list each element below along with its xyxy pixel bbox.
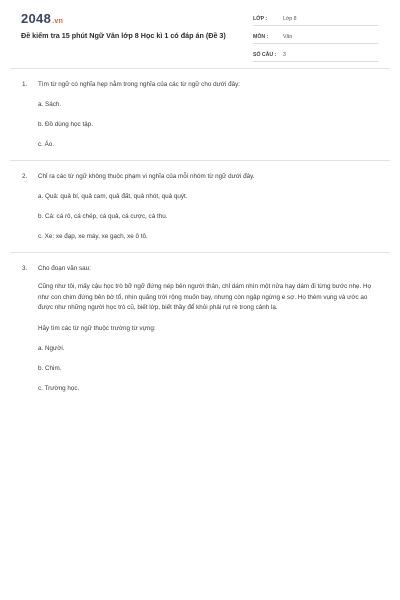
question-number: 2. (22, 173, 28, 180)
meta-value: Lớp 8 (283, 16, 297, 22)
logo-suffix: .vn (52, 18, 64, 25)
answer-option: b. Chim. (38, 364, 62, 372)
question-number: 3. (22, 265, 28, 272)
question-divider (10, 160, 390, 161)
question-subtext: Hãy tìm các từ ngữ thuộc trường từ vựng: (38, 324, 156, 332)
site-logo[interactable] (21, 11, 63, 26)
question-3 (22, 265, 380, 392)
question-2 (22, 173, 380, 240)
answer-option: b. Đồ dùng học tập. (38, 121, 93, 128)
meta-value: 3 (283, 52, 286, 58)
answer-option: a. Quả: quả bí, quả cam, quả đất, quả nhót, quả quýt. (38, 193, 188, 200)
question-header (22, 265, 380, 272)
meta-row-count (253, 49, 378, 62)
meta-row-subject (253, 31, 378, 44)
question-divider (10, 252, 390, 253)
header (0, 0, 400, 62)
logo-text: 2048 (21, 11, 52, 26)
meta-label: SỐ CÂU : (253, 52, 277, 58)
meta-info (253, 13, 378, 67)
answer-option: b. Cá: cá rô, cá chép, cá quả, cá cược, cá thu. (38, 213, 168, 220)
answer-option: c. Trường học. (38, 384, 80, 392)
question-text: Tìm từ ngữ có nghĩa hẹp nằm trong nghĩa của các từ ngữ cho dưới đây: (38, 81, 240, 88)
question-text: Cho đoạn văn sau: (38, 265, 91, 272)
answer-option: c. Áo. (38, 141, 55, 148)
answer-option: c. Xe: xe đạp, xe máy, xe gạch, xe ô tô. (38, 233, 148, 240)
meta-label: LỚP : (253, 16, 268, 22)
question-text: Chỉ ra các từ ngữ không thuộc phạm vi nghĩa của mỗi nhóm từ ngữ dưới đây. (38, 173, 255, 180)
question-1 (22, 81, 380, 148)
answer-option: a. Sách. (38, 101, 62, 108)
answer-option: a. Người. (38, 344, 65, 352)
meta-row-class (253, 13, 378, 26)
quoted-paragraph: Cũng như tôi, mấy cậu học trò bỡ ngỡ đứng nép bên người thân, chỉ dám nhìn một nửa hay dám đi từng bước nhẹ. Họ như con chim đứng bên bờ tổ, nhìn quãng trời rộng muốn bay, nhưng còn ngập ngừng e sợ. Họ thèm vụng và ước ao được như những người học trò cũ, biết lớp, biết thầy để khỏi phải rụt rè trong cảnh lạ. (38, 283, 372, 311)
header-divider (10, 68, 390, 69)
meta-label: MÔN : (253, 34, 269, 40)
question-number: 1. (22, 81, 28, 88)
document-title: Đề kiểm tra 15 phút Ngữ Văn lớp 8 Học kì 1 có đáp án (Đề 3) (21, 31, 226, 40)
question-header (22, 81, 380, 88)
question-header (22, 173, 380, 180)
meta-value: Văn (283, 34, 293, 40)
